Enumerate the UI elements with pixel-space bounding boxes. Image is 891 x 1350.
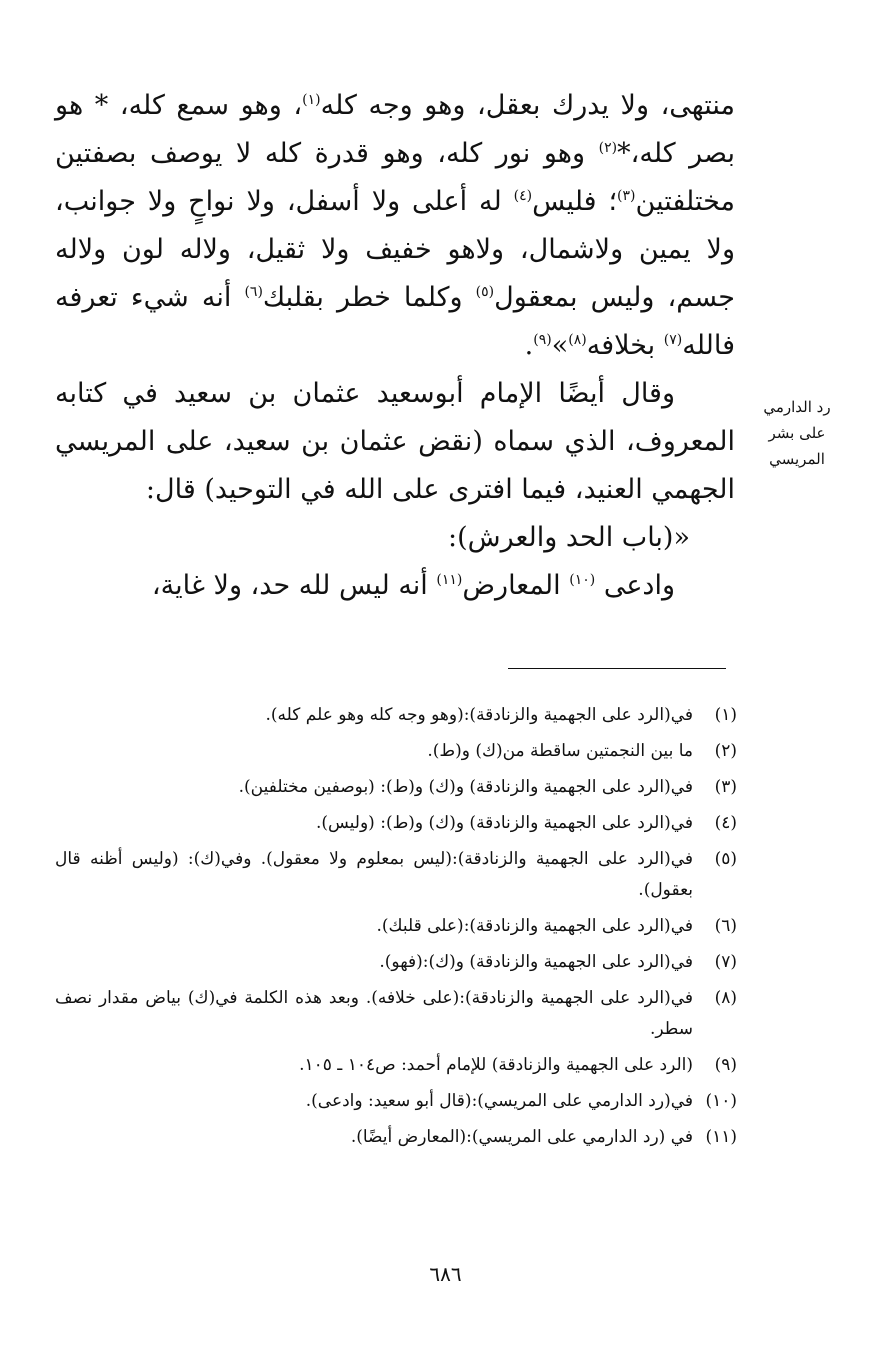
text-segment: منتهى، ولا يدرك بعقل، وهو وجه كله <box>320 90 735 121</box>
footnote-text: في(الرد على الجهمية والزنادقة):(وهو وجه كله وهو علم كله). <box>265 705 693 725</box>
text-segment: له أعلى ولا أسفل، ولا نواحٍ ولا جوانب، ولا يمين ولاشمال، ولاهو خفيف ولا ثقيل، ولاله لون ولاله جسم، وليس بمعقول <box>55 186 735 313</box>
footnote-number: (٦) <box>714 916 737 936</box>
text-segment: أنه ليس لله حد، ولا غاية، <box>151 570 437 601</box>
text-segment: وقال أيضًا الإمام أبوسعيد عثمان بن سعيد في كتابه المعروف، الذي سماه (نقض عثمان بن سعيد، على المريسي الجهمي العنيد، فيما افترى على الله في التوحيد) قال: <box>55 378 735 505</box>
footnote-number: (٨) <box>714 988 737 1008</box>
margin-note-line: رد الدارمي <box>763 398 831 416</box>
footnote-item <box>55 1050 737 1081</box>
footnote-item <box>55 983 737 1045</box>
footnote-number: (١١) <box>705 1127 737 1147</box>
footnote-item <box>55 1122 737 1153</box>
footnote-text: في(الرد على الجهمية والزنادقة) و(ك) و(ط): (بوصفين مختلفين). <box>238 777 693 797</box>
text-segment: ؛ فليس <box>532 186 618 217</box>
footnote-item <box>55 736 737 767</box>
footnote-item <box>55 1086 737 1117</box>
paragraph-chapter-heading <box>55 514 735 562</box>
main-text-block <box>55 82 735 610</box>
margin-note <box>748 394 846 472</box>
paragraph-opponent-claim <box>55 562 735 610</box>
footnote-text: في (رد الدارمي على المريسي):(المعارض أيضًا). <box>350 1127 693 1147</box>
footnote-marker: (١) <box>302 92 321 108</box>
text-segment: بخلافه <box>586 330 664 361</box>
text-segment: » <box>551 330 569 361</box>
footnote-number: (١) <box>714 705 737 725</box>
footnote-text: (الرد على الجهمية والزنادقة) للإمام أحمد: ص١٠٤ ـ ١٠٥. <box>299 1055 693 1075</box>
footnote-marker: (٤) <box>513 188 533 204</box>
footnote-text: ما بين النجمتين ساقطة من(ك) و(ط). <box>427 741 693 761</box>
footnote-number: (٤) <box>714 813 737 833</box>
text-segment: أنه شيء تعرفه فالله <box>55 282 735 361</box>
margin-note-line: المريسي <box>769 450 825 468</box>
text-segment: وادعى <box>595 570 675 601</box>
footnote-item <box>55 844 737 906</box>
footnote-marker: (٥) <box>475 284 495 300</box>
footnote-text: في(الرد على الجهمية والزنادقة):(على خلافه). وبعد هذه الكلمة في(ك) بياض مقدار نصف سطر. <box>55 988 693 1039</box>
footnote-marker: (٣) <box>617 188 636 204</box>
footnote-number: (٥) <box>714 849 737 869</box>
footnote-item <box>55 700 737 731</box>
text-segment: «(باب الحد والعرش): <box>448 522 690 553</box>
footnote-marker: (٨) <box>568 332 587 348</box>
text-segment: وهو نور كله، وهو قدرة كله لا يوصف بصفتين مختلفتين <box>55 138 735 217</box>
footnote-item <box>55 911 737 942</box>
footnote-text: في(الرد على الجهمية والزنادقة) و(ك):(فهو). <box>379 952 693 972</box>
footnote-number: (١٠) <box>705 1091 737 1111</box>
footnote-number: (٧) <box>714 952 737 972</box>
text-segment: المعارض <box>462 570 570 601</box>
footnote-marker: (٦) <box>244 284 263 300</box>
footnote-text: في(الرد على الجهمية والزنادقة):(على قلبك). <box>376 916 693 936</box>
footnote-separator <box>508 668 726 669</box>
footnotes-list <box>55 700 737 1158</box>
footnote-text: في(الرد على الجهمية والزنادقة):(ليس بمعلوم ولا معقول). وفي(ك): (وليس أظنه قال بعقول). <box>55 849 693 900</box>
footnote-marker: (١٠) <box>569 572 596 588</box>
footnote-item <box>55 772 737 803</box>
paragraph-continuation <box>55 82 735 370</box>
footnote-text: في(رد الدارمي على المريسي):(قال أبو سعيد: وادعى). <box>305 1091 693 1111</box>
text-segment: . <box>524 330 534 361</box>
page-number: ٦٨٦ <box>429 1262 462 1286</box>
footnote-text: في(الرد على الجهمية والزنادقة) و(ك) و(ط): (وليس). <box>315 813 693 833</box>
footnote-item <box>55 947 737 978</box>
footnote-item <box>55 808 737 839</box>
footnote-marker: (٩) <box>533 332 552 348</box>
paragraph-darimi-intro <box>55 370 735 514</box>
footnote-marker: (٢) <box>598 140 618 156</box>
footnote-number: (٣) <box>714 777 737 797</box>
footnote-marker: (١١) <box>436 572 463 588</box>
footnote-marker: (٧) <box>663 332 683 348</box>
margin-note-line: على بشر <box>768 424 826 442</box>
footnote-number: (٩) <box>714 1055 737 1075</box>
footnote-number: (٢) <box>714 741 737 761</box>
text-segment: وكلما خطر بقلبك <box>262 282 476 313</box>
text-segment: ، وهو سمع كله، * هو بصر كله،* <box>55 90 735 169</box>
